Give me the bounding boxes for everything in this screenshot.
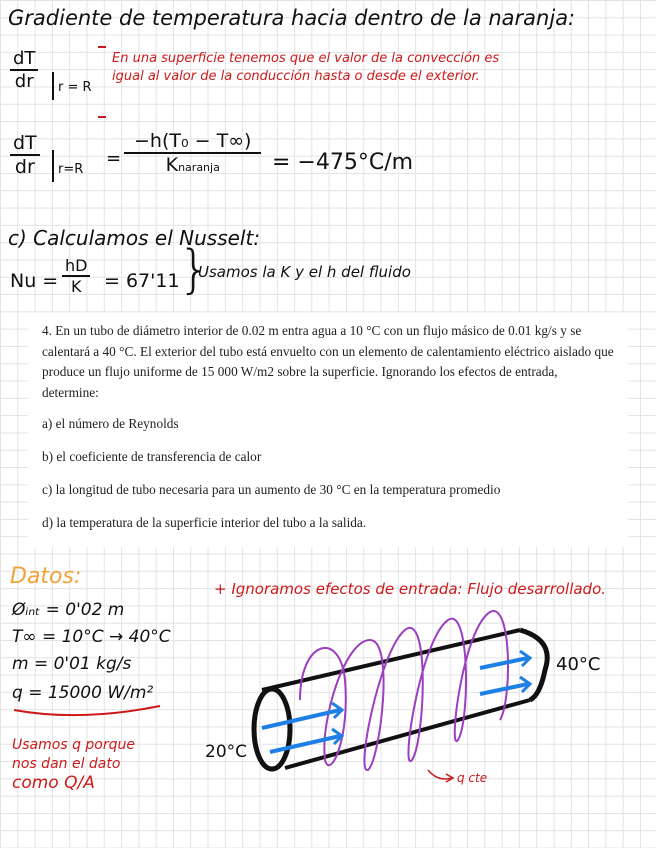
nusselt-lhs: Nu = (10, 270, 59, 292)
datos-heading: Datos: (10, 564, 82, 589)
problem-item-a: a) el número de Reynolds (42, 416, 179, 431)
eq2-result: = −475°C/m (272, 150, 414, 175)
eq2-equals: = (106, 148, 122, 169)
flux-arrow (428, 770, 452, 779)
datos-note-line1: Usamos q porque (12, 737, 135, 753)
problem-item-d: d) la temperatura de la superficie interior del tubo a la salida. (42, 515, 367, 530)
datos-heat-flux: q = 15000 W/m² (12, 683, 154, 703)
nusselt-denominator: K (70, 277, 82, 296)
datos-note-line3: como Q/A (12, 773, 95, 793)
inlet-temperature-label: 20°C (205, 742, 248, 762)
page-title: Gradiente de temperatura hacia dentro de la naranja: (8, 6, 576, 30)
derivative-denominator: dr (14, 71, 34, 92)
flux-label: q cte (457, 771, 488, 785)
evaluation-bar: r = R (52, 72, 92, 100)
eq2-k-symbol: K (165, 154, 179, 176)
eq2-derivative-denominator: dr (14, 156, 35, 178)
convection-note-line1: En una superficie tenemos que el valor de la convección es (112, 51, 500, 66)
datos-diameter: Øᵢₙₜ = 0'02 m (12, 600, 125, 620)
problem-intro: 4. En un tubo de diámetro interior de 0.02 m entra agua a 10 °C con un flujo másico de 0.01 kg/s y se calentará a 40 °C. El exterior del tubo está envuelto con un elemento de calentamiento eléctrico aislado que produce un flujo uniforme de 15 000 W/m2 sobre la superficie. Ignorando los efectos de entrada, determine: (42, 323, 614, 400)
heating-coil-icon (300, 611, 508, 770)
datos-temperature: T∞ = 10°C → 40°C (12, 627, 171, 647)
nusselt-numerator: hD (62, 256, 90, 277)
eq2-k-subscript: naranja (178, 161, 220, 174)
nusselt-brace: } (178, 240, 212, 300)
datos-underline (14, 706, 160, 715)
datos-note-line2: nos dan el dato (12, 756, 121, 772)
tube-inlet-opening (254, 689, 290, 769)
tube-bottom-edge (285, 700, 530, 768)
ignore-entry-note: + Ignoramos efectos de entrada: Flujo desarrollado. (214, 580, 607, 598)
eq2-rhs-numerator: −h(T₀ − T∞) (124, 130, 261, 154)
nusselt-result: = 67'11 (104, 270, 180, 292)
problem-item-b: b) el coeficiente de transferencia de calor (42, 449, 262, 464)
datos-mass-flow: m = 0'01 kg/s (12, 654, 132, 674)
section-c-heading: c) Calculamos el Nusselt: (8, 226, 261, 250)
outlet-temperature-label: 40°C (556, 654, 601, 675)
eq2-evaluation-bar: r=R (52, 150, 83, 182)
nusselt-note: Usamos la K y el h del fluido (198, 263, 411, 281)
derivative-numerator: dT (10, 48, 38, 71)
eq2-derivative-numerator: dT (10, 132, 40, 156)
convection-note-line2: igual al valor de la conducción hasta o desde el exterior. (112, 69, 480, 84)
problem-item-c: c) la longitud de tubo necesaria para un aumento de 30 °C en la temperatura promedio (42, 482, 501, 497)
